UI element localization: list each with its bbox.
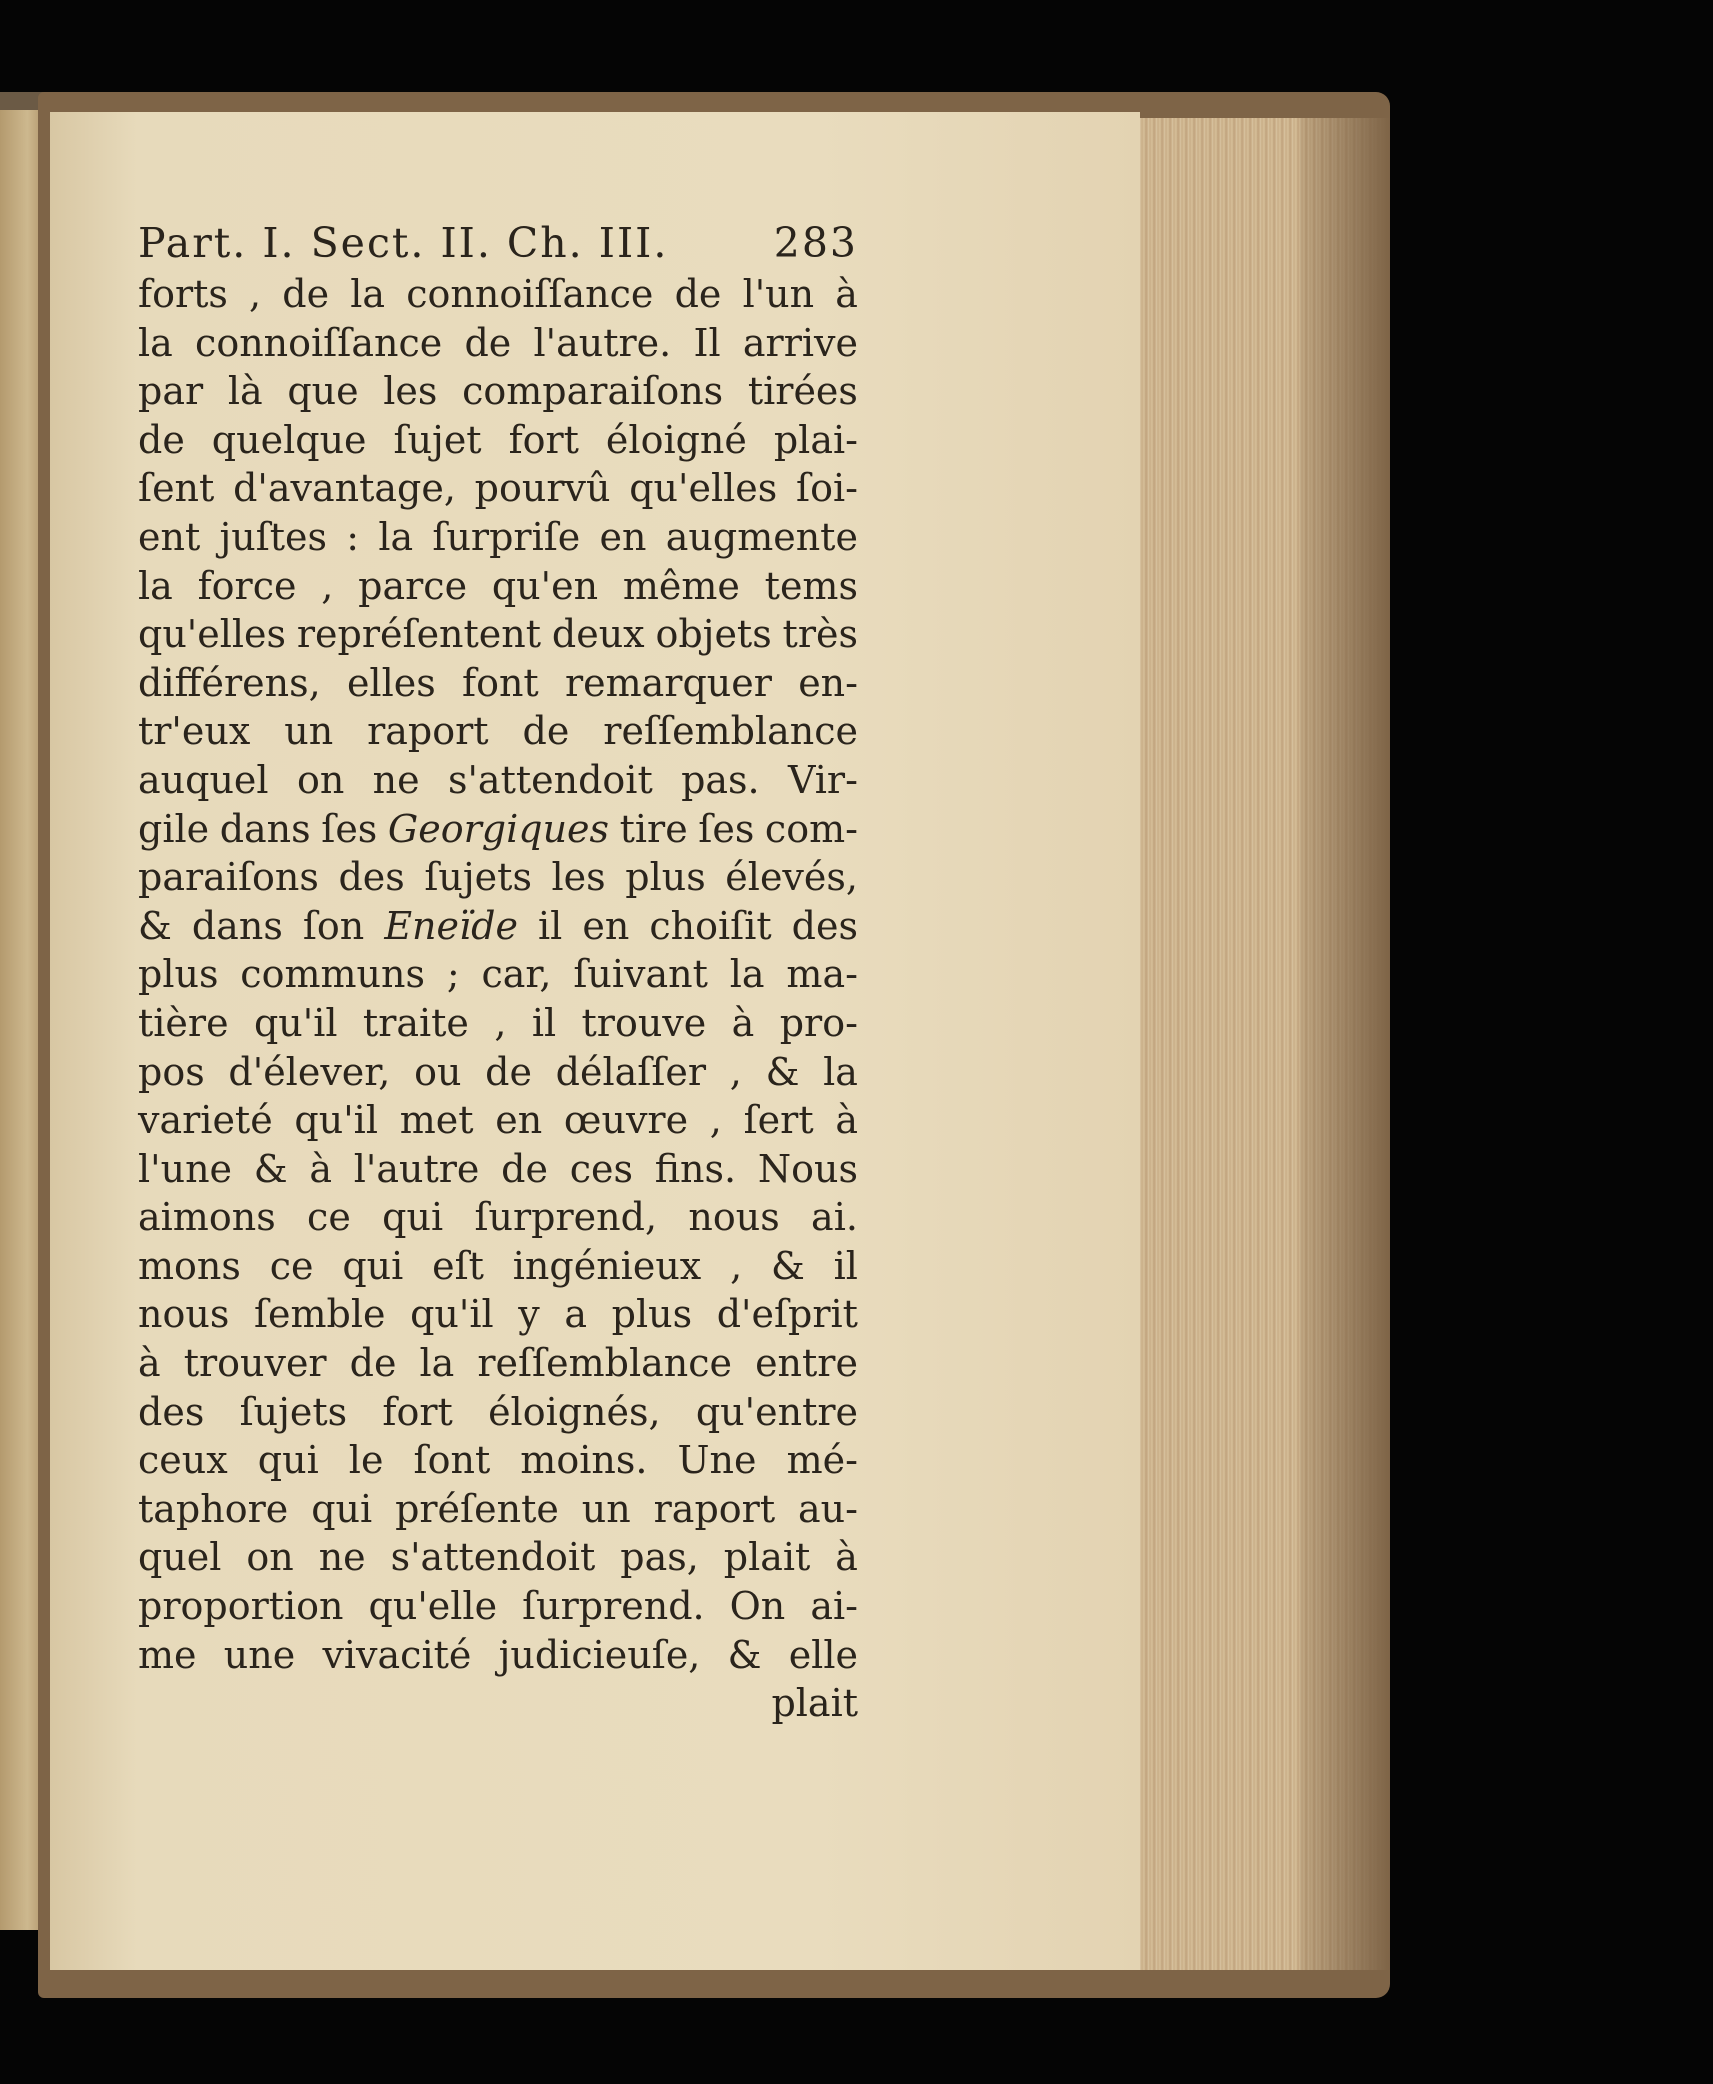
text-line: la connoiſſance de l'autre. Il arrive (138, 320, 858, 365)
text-line: quel on ne s'attendoit pas, plait à (138, 1535, 858, 1580)
text-line: tière qu'il traite , il trouve à pro- (138, 1000, 858, 1045)
text-line: aimons ce qui ſurprend, nous ai. (138, 1195, 858, 1240)
text-line: pos d'élever, ou de délaſſer , & la (138, 1049, 858, 1094)
text-line: l'une & à l'autre de ces fins. Nous (138, 1146, 858, 1191)
text-line: gile dans ſes Georgiques tire ſes com- (138, 806, 858, 851)
running-head (138, 218, 858, 268)
text-line: taphore qui préſente un raport au- (138, 1486, 858, 1531)
text-line: plus communs ; car, ſuivant la ma- (138, 952, 858, 997)
running-head-title: Part. I. Sect. II. Ch. III. (138, 219, 669, 267)
text-line: auquel on ne s'attendoit pas. Vir- (138, 757, 858, 802)
text-line: forts , de la connoiſſance de l'un à (138, 272, 858, 316)
page-number: 283 (773, 219, 858, 267)
catchword: plait (771, 1681, 858, 1726)
body-text (138, 270, 858, 1679)
text-line: nous ſemble qu'il y a plus d'eſprit (138, 1292, 858, 1337)
text-line: différens, elles font remarquer en- (138, 660, 858, 705)
text-line: paraiſons des ſujets les plus élevés, (138, 855, 858, 900)
text-line: mons ce qui eſt ingénieux , & il (138, 1243, 858, 1288)
page-fore-edge (1140, 118, 1390, 1970)
text-line: de quelque ſujet fort éloigné plai- (138, 417, 858, 462)
text-line: & dans ſon Eneïde il en choiſit des (138, 903, 858, 948)
text-line: la force , parce qu'en même tems (138, 563, 858, 608)
text-line: par là que les comparaiſons tirées (138, 369, 858, 414)
text-line: me une vivacité judicieuſe, & elle (138, 1632, 858, 1677)
text-line: varieté qu'il met en œuvre , ſert à (138, 1098, 858, 1143)
text-line: des ſujets fort éloignés, qu'entre (138, 1389, 858, 1434)
text-line: tr'eux un raport de reſſemblance (138, 709, 858, 754)
text-line: proportion qu'elle ſurprend. On ai- (138, 1584, 858, 1629)
text-line: qu'elles repréſentent deux objets très (138, 612, 858, 657)
text-line: ſent d'avantage, pourvû qu'elles ſoi- (138, 466, 858, 511)
page-text-block (138, 218, 858, 1728)
text-line: ceux qui le ſont moins. Une mé- (138, 1438, 858, 1483)
text-line: ent juſtes : la ſurpriſe en augmente (138, 514, 858, 559)
text-line: à trouver de la reſſemblance entre (138, 1341, 858, 1386)
